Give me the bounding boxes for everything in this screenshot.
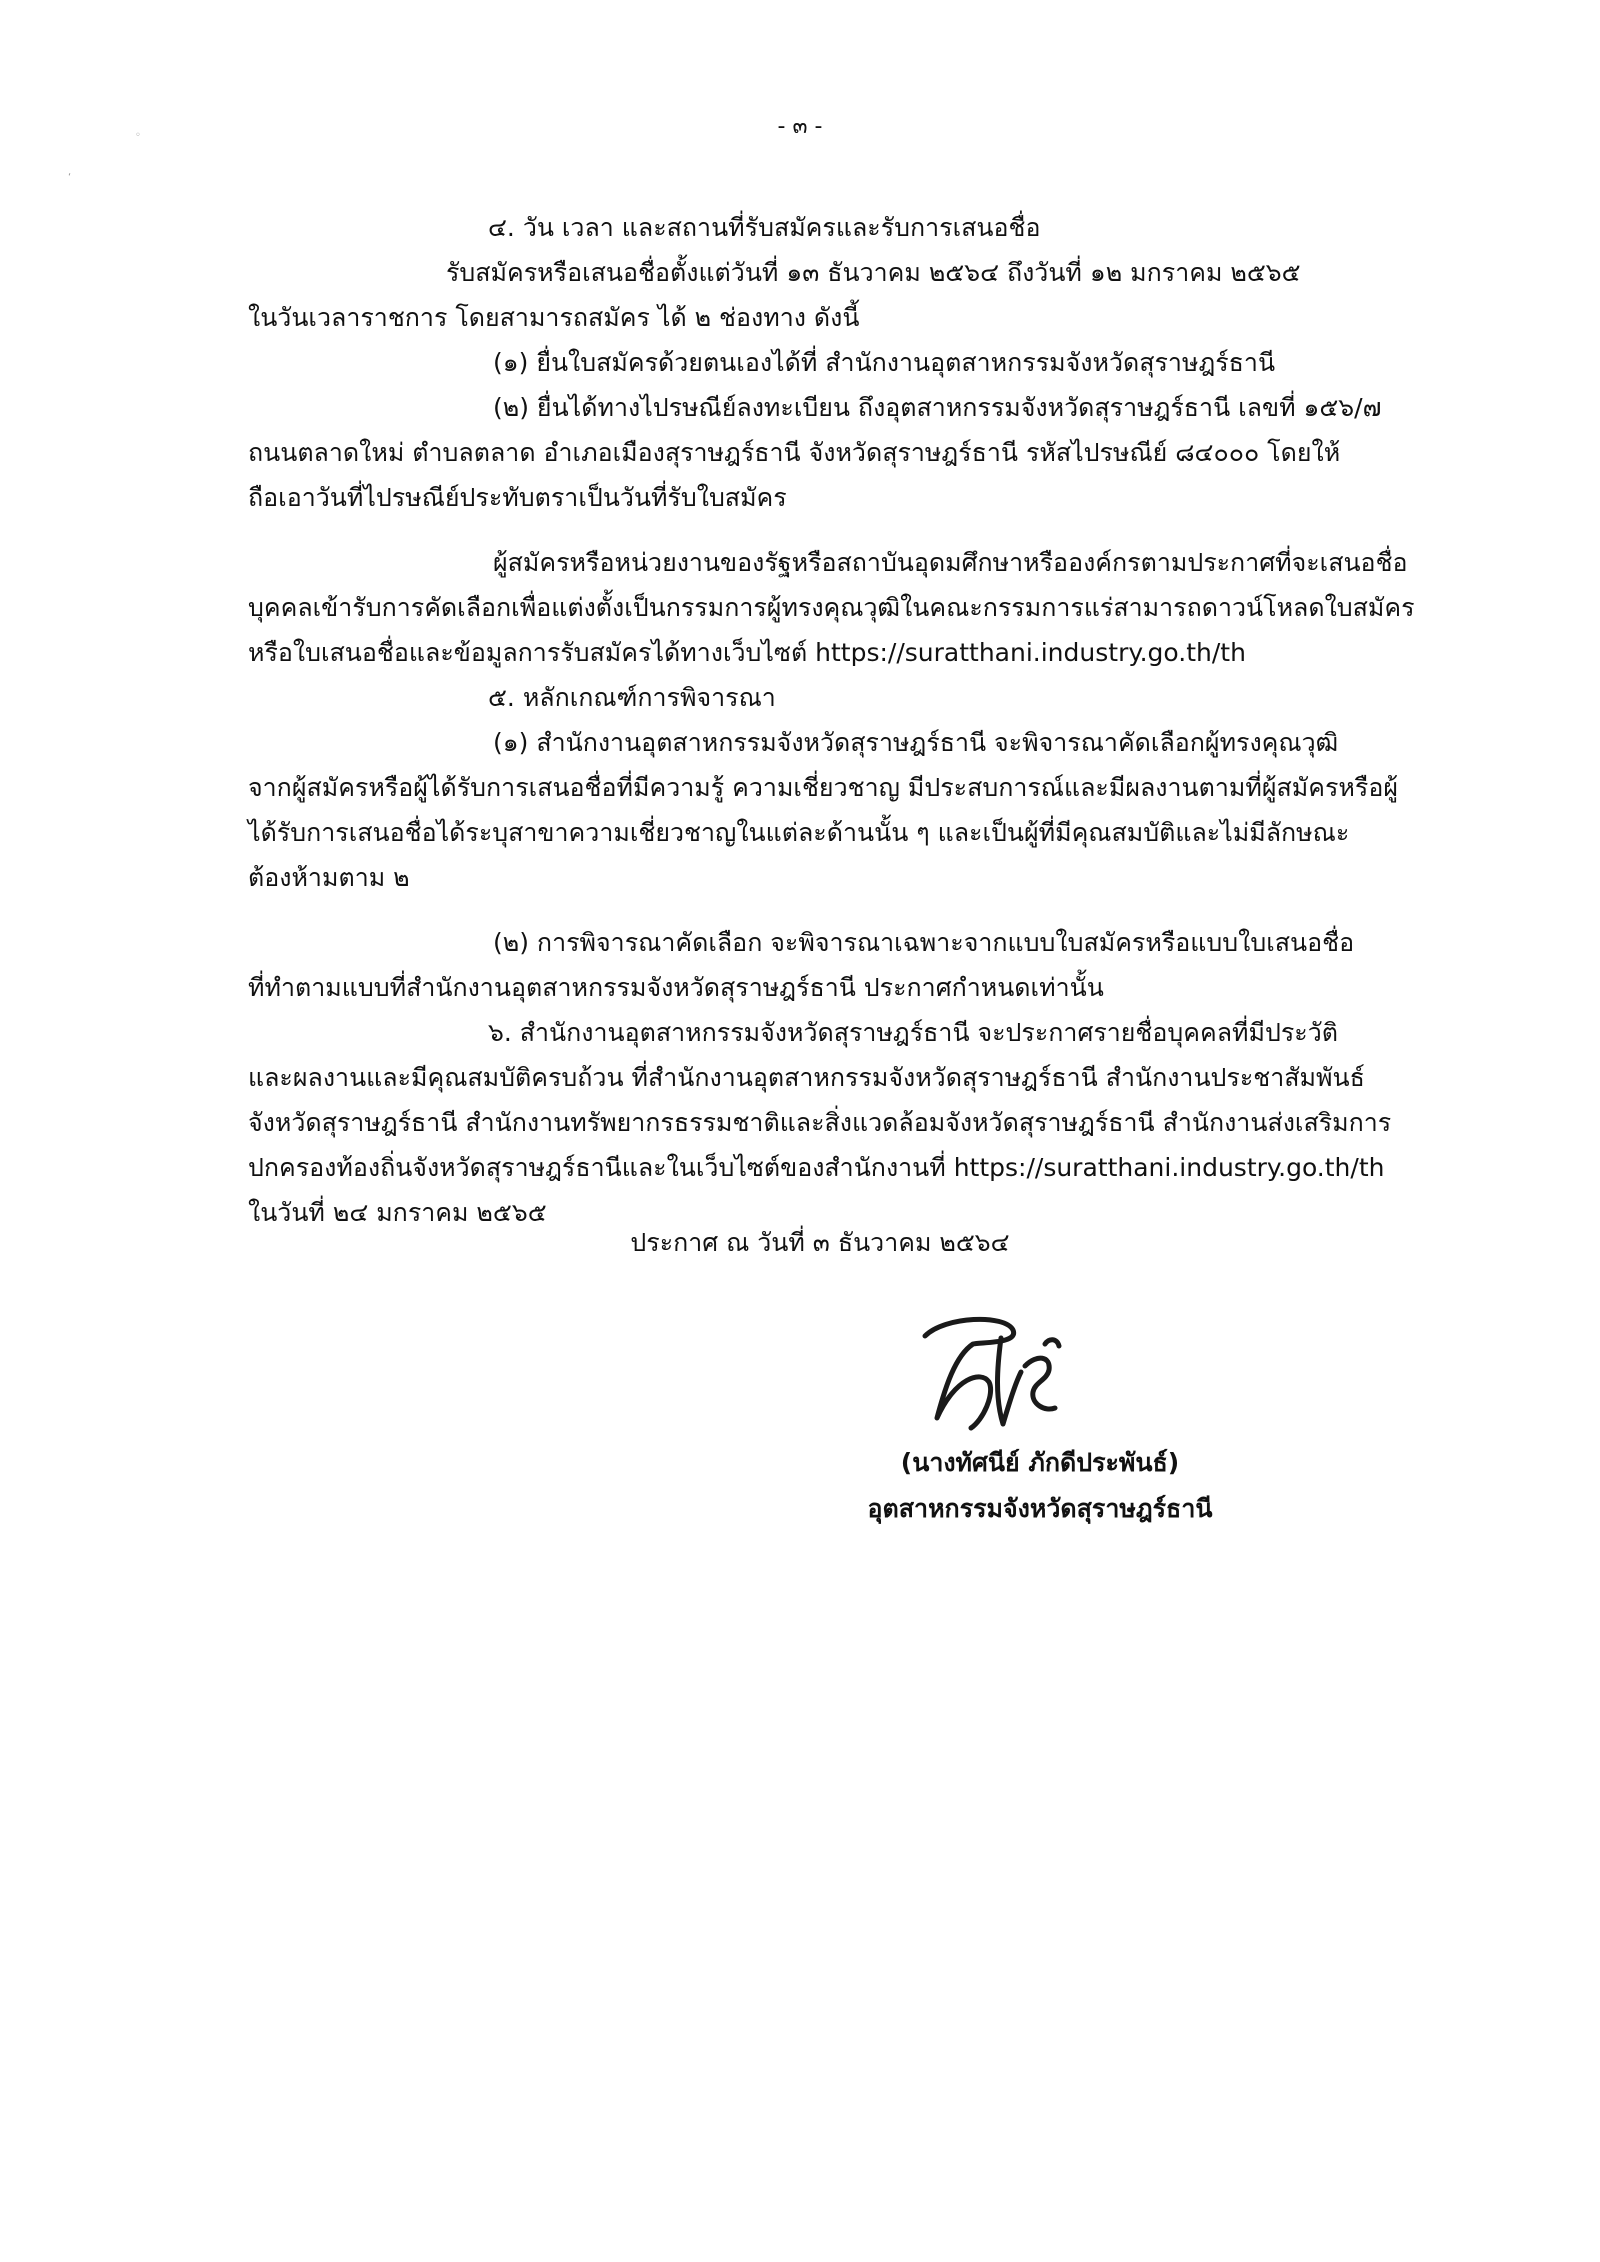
section-4-text: ในวันเวลาราชการ โดยสามารถสมัคร ได้ ๒ ช่องทาง ดังนี้ xyxy=(248,303,860,332)
scan-speck: ◦ xyxy=(135,130,141,141)
section-5-item-2-cont: ที่ทำตามแบบที่สำนักงานอุตสาหกรรมจังหวัดสุราษฎร์ธานี ประกาศกำหนดเท่านั้น xyxy=(248,973,1104,1002)
section-6-text: จังหวัดสุราษฎร์ธานี สำนักงานทรัพยากรธรรมชาติและสิ่งแวดล้อมจังหวัดสุราษฎร์ธานี สำนักงานส่งเสริมการ xyxy=(248,1108,1392,1137)
section-6-url: ปกครองท้องถิ่นจังหวัดสุราษฎร์ธานีและในเว็บไซต์ของสำนักงานที่ https://suratthani.industry.go.th/th xyxy=(248,1153,1385,1182)
section-4-heading: ๔. วัน เวลา และสถานที่รับสมัครและรับการเสนอชื่อ xyxy=(488,213,1041,242)
signer-position: อุตสาหกรรมจังหวัดสุราษฎร์ธานี xyxy=(867,1494,1213,1523)
section-4-item-1: (๑) ยื่นใบสมัครด้วยตนเองได้ที่ สำนักงานอุตสาหกรรมจังหวัดสุราษฎร์ธานี xyxy=(493,348,1276,377)
section-4-paragraph: ผู้สมัครหรือหน่วยงานของรัฐหรือสถาบันอุดมศึกษาหรือองค์กรตามประกาศที่จะเสนอชื่อ xyxy=(493,548,1408,577)
document-body xyxy=(248,205,1415,1235)
section-6-text: ๖. สำนักงานอุตสาหกรรมจังหวัดสุราษฎร์ธานี จะประกาศรายชื่อบุคคลที่มีประวัติ xyxy=(488,1018,1339,1047)
section-5-item-1-cont: จากผู้สมัครหรือผู้ได้รับการเสนอชื่อที่มีความรู้ ความเชี่ยวชาญ มีประสบการณ์และมีผลงานตามที่ผู้สมัครหรือผู้ xyxy=(248,773,1398,802)
section-6-date: ในวันที่ ๒๔ มกราคม ๒๕๖๕ xyxy=(248,1198,547,1227)
section-4-item-2-cont: ถือเอาวันที่ไปรษณีย์ประทับตราเป็นวันที่รับใบสมัคร xyxy=(248,483,787,512)
signer-name: (นางทัศนีย์ ภักดีประพันธ์) xyxy=(900,1448,1180,1477)
section-5-item-1-cont: ได้รับการเสนอชื่อได้ระบุสาขาความเชี่ยวชาญในแต่ละด้านนั้น ๆ และเป็นผู้ที่มีคุณสมบัติและไม่มีลักษณะ xyxy=(248,818,1350,847)
section-4-paragraph-url: หรือใบเสนอชื่อและข้อมูลการรับสมัครได้ทางเว็บไซต์ https://suratthani.industry.go.th/th xyxy=(248,638,1246,667)
section-4-paragraph: บุคคลเข้ารับการคัดเลือกเพื่อแต่งตั้งเป็นกรรมการผู้ทรงคุณวุฒิในคณะกรรมการแร่สามารถดาวน์โหลดใบสมัคร xyxy=(248,593,1415,622)
section-4-text: รับสมัครหรือเสนอชื่อตั้งแต่วันที่ ๑๓ ธันวาคม ๒๕๖๔ ถึงวันที่ ๑๒ มกราคม ๒๕๖๕ xyxy=(446,258,1301,287)
announcement-date: ประกาศ ณ วันที่ ๓ ธันวาคม ๒๕๖๔ xyxy=(630,1228,1010,1257)
page-number: - ๓ - xyxy=(777,114,823,139)
section-5-item-2: (๒) การพิจารณาคัดเลือก จะพิจารณาเฉพาะจากแบบใบสมัครหรือแบบใบเสนอชื่อ xyxy=(493,928,1355,957)
section-5-heading: ๕. หลักเกณฑ์การพิจารณา xyxy=(488,683,776,712)
section-4-item-2: (๒) ยื่นได้ทางไปรษณีย์ลงทะเบียน ถึงอุตสาหกรรมจังหวัดสุราษฎร์ธานี เลขที่ ๑๕๖/๗ xyxy=(493,393,1382,422)
section-6-text: และผลงานและมีคุณสมบัติครบถ้วน ที่สำนักงานอุตสาหกรรมจังหวัดสุราษฎร์ธานี สำนักงานประชาสัมพันธ์ xyxy=(248,1063,1365,1092)
section-4-item-2-cont: ถนนตลาดใหม่ ตำบลตลาด อำเภอเมืองสุราษฎร์ธานี จังหวัดสุราษฎร์ธานี รหัสไปรษณีย์ ๘๔๐๐๐ โดยให้ xyxy=(248,438,1341,467)
signer-block xyxy=(800,1440,1280,1532)
section-5-item-1-cont: ต้องห้ามตาม ๒ xyxy=(248,863,410,892)
scan-speck: ‘ xyxy=(68,172,72,183)
section-5-item-1: (๑) สำนักงานอุตสาหกรรมจังหวัดสุราษฎร์ธานี จะพิจารณาคัดเลือกผู้ทรงคุณวุฒิ xyxy=(493,728,1339,757)
handwritten-signature xyxy=(885,1308,1105,1448)
